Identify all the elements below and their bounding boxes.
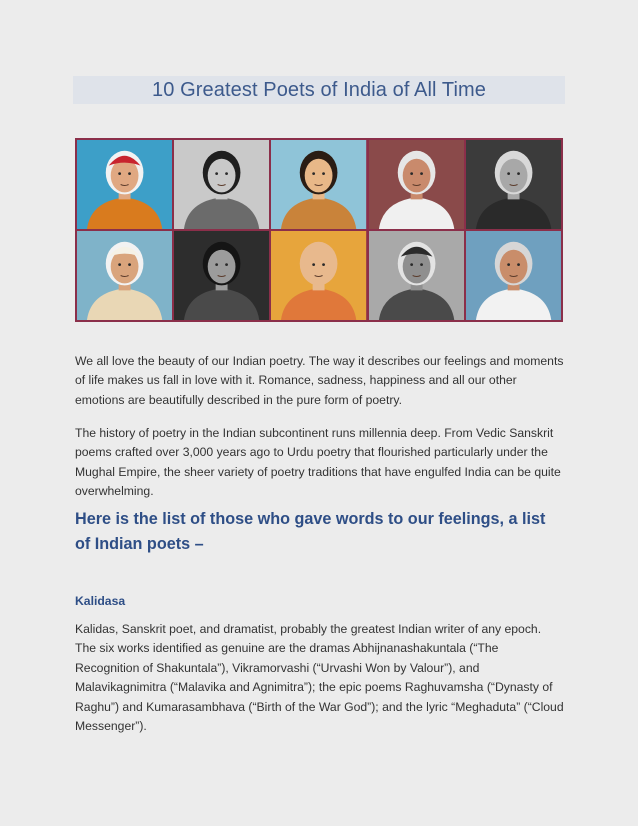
portrait-icon (174, 231, 269, 320)
portrait-icon (271, 140, 366, 229)
history-block (75, 424, 565, 502)
poet-description-block (75, 620, 565, 736)
portrait-icon (174, 140, 269, 229)
poet-name-kalidasa: Kalidasa (75, 594, 126, 608)
poet-portrait-10 (466, 231, 561, 320)
portrait-icon (369, 140, 464, 229)
poet-portrait-7 (174, 231, 269, 320)
poet-portrait-5 (466, 140, 561, 229)
poet-portrait-1 (77, 140, 172, 229)
portrait-icon (77, 140, 172, 229)
poet-portrait-9 (369, 231, 464, 320)
intro-block (75, 352, 565, 410)
poet-portrait-4 (369, 140, 464, 229)
intro-paragraph: We all love the beauty of our Indian poetry. The way it describes our feelings and moments of life makes us fall in love with it. Romance, sadness, happiness and all our other emotions are beautifully described in the pure form of poetry. (75, 354, 564, 407)
poet-portrait-2 (174, 140, 269, 229)
portrait-icon (271, 231, 366, 320)
poets-list-heading: Here is the list of those who gave words to our feelings, a list of Indian poets – (75, 510, 546, 553)
history-paragraph: The history of poetry in the Indian subcontinent runs millennia deep. From Vedic Sanskrit poems crafted over 3,000 years ago to Urdu poetry that flourished particularly under the Mughal Empire, the sheer variety of poetry traditions that have engulfed India can be quite overwhelming. (75, 426, 561, 499)
poets-photo-collage (75, 138, 563, 322)
poet-description-kalidasa: Kalidas, Sanskrit poet, and dramatist, probably the greatest Indian writer of any epoch. The six works identified as genuine are the dramas Abhijnanashakuntala (“The Recognition of Shakuntala”), Vikramorvashi (“Urvashi Won by Valour”), and Malavikagnimitra (“Malavika and Agnimitra”); the epic poems Raghuvamsha (“Dynasty of Raghu”) and Kumarasambhava (“Birth of the War God”); and the lyric “Meghaduta” (“Cloud Messenger”). (75, 622, 564, 734)
portrait-icon (466, 140, 561, 229)
poet-portrait-8 (271, 231, 366, 320)
page-title: 10 Greatest Poets of India of All Time (152, 78, 486, 101)
poet-portrait-3 (271, 140, 366, 229)
portrait-icon (466, 231, 561, 320)
portrait-icon (77, 231, 172, 320)
portrait-icon (369, 231, 464, 320)
poet-portrait-6 (77, 231, 172, 320)
title-banner (73, 76, 565, 104)
